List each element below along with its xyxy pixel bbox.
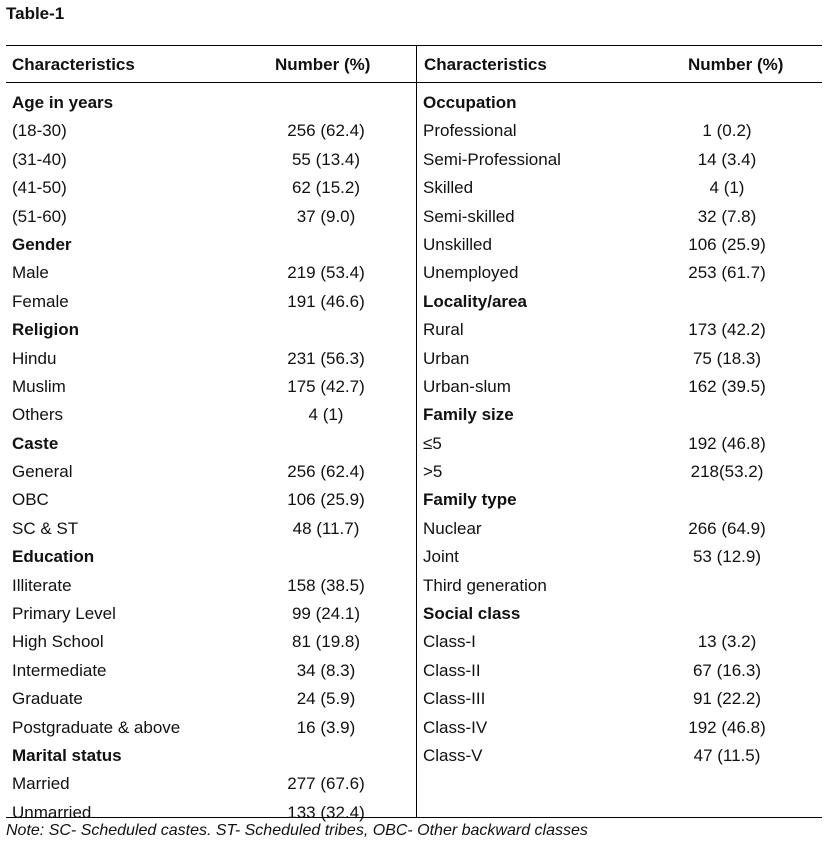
table-row	[417, 316, 822, 344]
number-percent-value: 219 (53.4)	[287, 263, 365, 283]
number-percent-value: 48 (11.7)	[292, 518, 360, 538]
characteristic-label: (31-40)	[12, 149, 67, 169]
characteristic-label: Muslim	[12, 376, 66, 396]
characteristic-label: Skilled	[423, 178, 474, 198]
characteristic-label: Class-I	[423, 632, 476, 652]
section-heading-row	[417, 288, 822, 316]
characteristic-label: Unemployed	[423, 263, 519, 283]
number-percent-value: 175 (42.7)	[287, 376, 365, 396]
table-row	[417, 657, 822, 685]
table-row	[417, 515, 822, 543]
characteristic-label: Intermediate	[12, 660, 107, 680]
table-row	[417, 203, 822, 231]
table-note: Note: SC- Scheduled castes. ST- Scheduled tribes, OBC- Other backward classes	[6, 822, 588, 839]
table-row	[6, 628, 416, 656]
section-heading-row	[6, 430, 416, 458]
characteristic-label: Hindu	[12, 348, 57, 368]
table-row	[417, 742, 822, 770]
number-percent-value: 173 (42.2)	[688, 320, 766, 340]
characteristic-label: Married	[12, 774, 70, 794]
table-row	[6, 572, 416, 600]
characteristic-label: OBC	[12, 490, 49, 510]
section-heading: Locality/area	[423, 291, 527, 311]
characteristic-label: Male	[12, 263, 49, 283]
table-row	[6, 600, 416, 628]
characteristic-label: Rural	[423, 320, 464, 340]
table-row	[417, 714, 822, 742]
table-row	[6, 515, 416, 543]
characteristic-label: Nuclear	[423, 518, 482, 538]
section-heading: Family type	[423, 490, 517, 510]
number-percent-value: 256 (62.4)	[287, 121, 365, 141]
table-row	[6, 117, 416, 145]
characteristic-label: Postgraduate & above	[12, 717, 181, 737]
characteristic-label: Semi-skilled	[423, 206, 515, 226]
left-column	[6, 89, 416, 827]
number-percent-value: 81 (19.8)	[291, 632, 361, 652]
table-row	[417, 543, 822, 571]
section-heading: Age in years	[12, 93, 114, 112]
section-heading-row	[6, 316, 416, 344]
header-number-right: Number (%)	[688, 55, 784, 74]
characteristic-label: (41-50)	[12, 178, 67, 198]
section-heading-row	[417, 486, 822, 514]
table-row	[6, 288, 416, 316]
characteristic-label: (51-60)	[12, 206, 67, 226]
section-heading: Caste	[12, 433, 59, 453]
characteristic-label: Illiterate	[12, 575, 72, 595]
header-characteristics-right: Characteristics	[424, 55, 547, 74]
section-heading: Occupation	[423, 93, 517, 112]
characteristic-label: Female	[12, 291, 69, 311]
section-heading: Education	[12, 547, 95, 567]
number-percent-value: 14 (3.4)	[697, 149, 757, 169]
characteristic-label: Class-II	[423, 660, 481, 680]
table-row	[6, 685, 416, 713]
table-title: Table-1	[6, 4, 65, 23]
number-percent-value: 16 (3.9)	[296, 717, 356, 737]
number-percent-value: 32 (7.8)	[697, 206, 757, 226]
characteristic-label: Unskilled	[423, 234, 492, 254]
characteristic-label: Unmarried	[12, 802, 92, 822]
number-percent-value: 55 (13.4)	[291, 149, 361, 169]
characteristic-label: Others	[12, 405, 64, 425]
table-row	[6, 458, 416, 486]
number-percent-value: 162 (39.5)	[688, 376, 766, 396]
number-percent-value: 53 (12.9)	[692, 547, 762, 567]
characteristic-label: >5	[423, 462, 443, 482]
demographics-table	[6, 45, 822, 822]
number-percent-value: 266 (64.9)	[688, 518, 766, 538]
number-percent-value: 67 (16.3)	[692, 660, 762, 680]
number-percent-value: 106 (25.9)	[688, 234, 766, 254]
table-row	[417, 685, 822, 713]
number-percent-value: 192 (46.8)	[688, 433, 766, 453]
number-percent-value: 24 (5.9)	[296, 689, 356, 709]
number-percent-value: 75 (18.3)	[692, 348, 762, 368]
number-percent-value: 192 (46.8)	[688, 717, 766, 737]
table-row	[6, 259, 416, 287]
characteristic-label: Class-IV	[423, 717, 488, 737]
characteristic-label: Semi-Professional	[423, 149, 561, 169]
number-percent-value: 106 (25.9)	[287, 490, 365, 510]
characteristic-label: Graduate	[12, 689, 83, 709]
right-column	[417, 89, 822, 770]
section-heading: Family size	[423, 405, 514, 425]
column-divider	[416, 46, 417, 82]
table-header-row	[6, 46, 822, 83]
number-percent-value: 91 (22.2)	[692, 689, 762, 709]
header-number-left: Number (%)	[275, 55, 371, 74]
number-percent-value: 256 (62.4)	[287, 462, 365, 482]
table-row	[6, 486, 416, 514]
number-percent-value: 47 (11.5)	[693, 745, 761, 765]
section-heading: Marital status	[12, 745, 122, 765]
number-percent-value: 158 (38.5)	[287, 575, 365, 595]
number-percent-value: 62 (15.2)	[291, 178, 361, 198]
header-characteristics-left: Characteristics	[12, 55, 135, 74]
table-row	[417, 345, 822, 373]
table-row	[6, 657, 416, 685]
table-row	[417, 117, 822, 145]
number-percent-value: 218(53.2)	[690, 462, 764, 482]
section-heading-row	[6, 543, 416, 571]
section-heading-row	[6, 231, 416, 259]
table-row	[6, 345, 416, 373]
number-percent-value: 34 (8.3)	[296, 660, 356, 680]
number-percent-value: 253 (61.7)	[688, 263, 766, 283]
characteristic-label: Primary Level	[12, 604, 116, 624]
table-row	[6, 401, 416, 429]
characteristic-label: Urban	[423, 348, 470, 368]
table-row	[6, 174, 416, 202]
number-percent-value: 277 (67.6)	[287, 774, 365, 794]
table-row	[417, 174, 822, 202]
table-row	[6, 714, 416, 742]
number-percent-value: 4 (1)	[709, 178, 745, 198]
table-row	[417, 572, 822, 600]
characteristic-label: Urban-slum	[423, 376, 511, 396]
number-percent-value: 133 (32.4)	[287, 802, 365, 822]
characteristic-label: High School	[12, 632, 104, 652]
characteristic-label: SC & ST	[12, 518, 79, 538]
section-heading: Religion	[12, 320, 80, 340]
section-heading-row	[6, 89, 416, 117]
number-percent-value: 231 (56.3)	[287, 348, 365, 368]
table-row	[6, 146, 416, 174]
table-row	[417, 458, 822, 486]
number-percent-value: 4 (1)	[308, 405, 344, 425]
characteristic-label: Third generation	[423, 575, 547, 595]
characteristic-label: Joint	[423, 547, 459, 567]
table-row	[417, 259, 822, 287]
section-heading-row	[6, 742, 416, 770]
characteristic-label: Professional	[423, 121, 517, 141]
number-percent-value: 99 (24.1)	[291, 604, 361, 624]
table-row	[417, 373, 822, 401]
section-heading: Gender	[12, 234, 72, 254]
table-row	[6, 373, 416, 401]
characteristic-label: Class-III	[423, 689, 486, 709]
number-percent-value: 13 (3.2)	[697, 632, 757, 652]
table-body	[6, 83, 822, 822]
table-row	[6, 770, 416, 798]
characteristic-label: General	[12, 462, 73, 482]
section-heading-row	[417, 401, 822, 429]
number-percent-value: 37 (9.0)	[296, 206, 356, 226]
table-row	[417, 231, 822, 259]
section-heading: Social class	[423, 604, 521, 624]
characteristic-label: ≤5	[423, 433, 442, 453]
table-row	[417, 628, 822, 656]
table-row	[417, 430, 822, 458]
table-row	[417, 146, 822, 174]
section-heading-row	[417, 89, 822, 117]
table-row	[6, 203, 416, 231]
number-percent-value: 1 (0.2)	[702, 121, 752, 141]
section-heading-row	[417, 600, 822, 628]
number-percent-value: 191 (46.6)	[287, 291, 365, 311]
characteristic-label: Class-V	[423, 745, 483, 765]
characteristic-label: (18-30)	[12, 121, 67, 141]
